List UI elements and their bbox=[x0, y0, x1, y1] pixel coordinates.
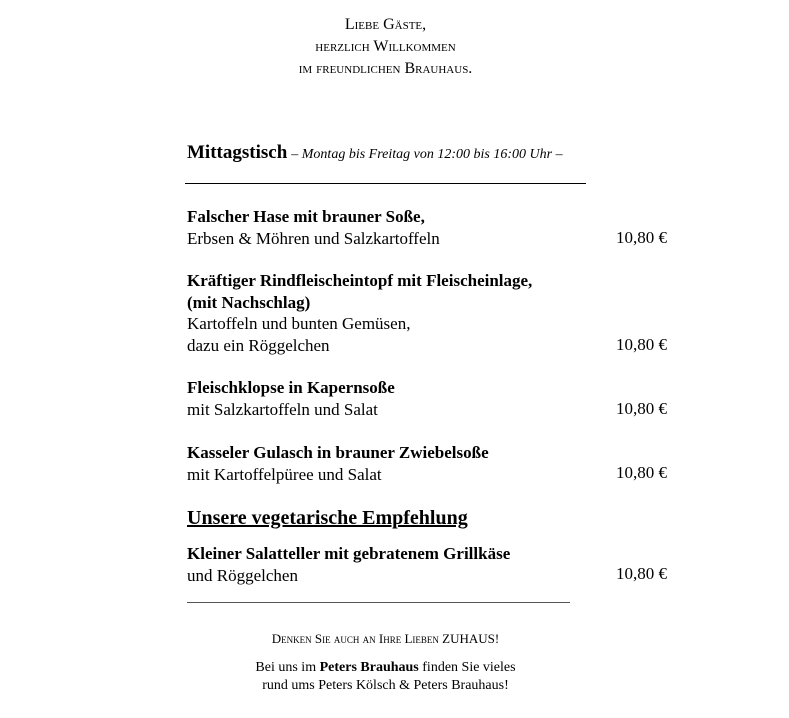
menu-item-price: 10,80 € bbox=[616, 564, 667, 583]
menu-item-price: 10,80 € bbox=[616, 228, 667, 247]
greeting-line-3: im freundlichen Brauhaus. bbox=[298, 60, 473, 77]
footer-line-3: rund ums Peters Kölsch & Peters Brauhaus! bbox=[262, 678, 509, 693]
footer-notice: Denken Sie auch an Ihre Lieben ZUHAUS! bbox=[271, 631, 500, 646]
footer-text-post: finden Sie vieles bbox=[418, 660, 516, 675]
section-subtitle: – Montag bis Freitag von 12:00 bis 16:00 Uhr – bbox=[291, 147, 563, 162]
brand-name: Peters Brauhaus bbox=[319, 660, 419, 675]
menu-item-price: 10,80 € bbox=[616, 463, 667, 482]
greeting-line-1: Liebe Gäste, bbox=[344, 16, 427, 33]
section-divider bbox=[185, 183, 586, 184]
vegetarian-heading: Unsere vegetarische Empfehlung bbox=[187, 507, 468, 529]
menu-item-name: Kräftiger Rindfleischeintopf mit Fleischeinlage, bbox=[187, 271, 533, 290]
menu-item-description: und Röggelchen bbox=[187, 565, 298, 585]
menu-item-description: mit Salzkartoffeln und Salat bbox=[187, 399, 378, 419]
greeting-line-2: herzlich Willkommen bbox=[315, 38, 456, 55]
menu-item-name: Kasseler Gulasch in brauner Zwiebelsoße bbox=[187, 443, 489, 462]
menu-item-name: Fleischklopse in Kapernsoße bbox=[187, 378, 395, 397]
menu-item-description: Kartoffeln und bunten Gemüsen, bbox=[187, 314, 411, 333]
menu-item-price: 10,80 € bbox=[616, 335, 667, 354]
footer-line-2 bbox=[0, 659, 771, 677]
footer-text bbox=[0, 659, 771, 695]
menu-item-description: mit Kartoffelpüree und Salat bbox=[187, 464, 382, 484]
footer-text-pre: Bei uns im bbox=[255, 660, 320, 675]
section-title: Mittagstisch bbox=[187, 142, 288, 163]
menu-item-name: Falscher Hase mit brauner Soße, bbox=[187, 207, 425, 226]
menu-item-description: dazu ein Röggelchen bbox=[187, 335, 330, 355]
section-header bbox=[187, 142, 563, 164]
menu-item bbox=[187, 543, 510, 586]
menu-item bbox=[187, 442, 489, 485]
menu-item-name: Kleiner Salatteller mit gebratenem Grillkäse bbox=[187, 544, 511, 563]
menu-item-name-note: (mit Nachschlag) bbox=[187, 292, 311, 312]
menu-item bbox=[187, 377, 395, 420]
greeting bbox=[0, 14, 771, 80]
footer-divider bbox=[187, 602, 570, 603]
menu-item bbox=[187, 206, 440, 249]
menu-item-description: Erbsen & Möhren und Salzkartoffeln bbox=[187, 228, 440, 248]
menu-item-price: 10,80 € bbox=[616, 399, 667, 418]
menu-item bbox=[187, 270, 532, 356]
